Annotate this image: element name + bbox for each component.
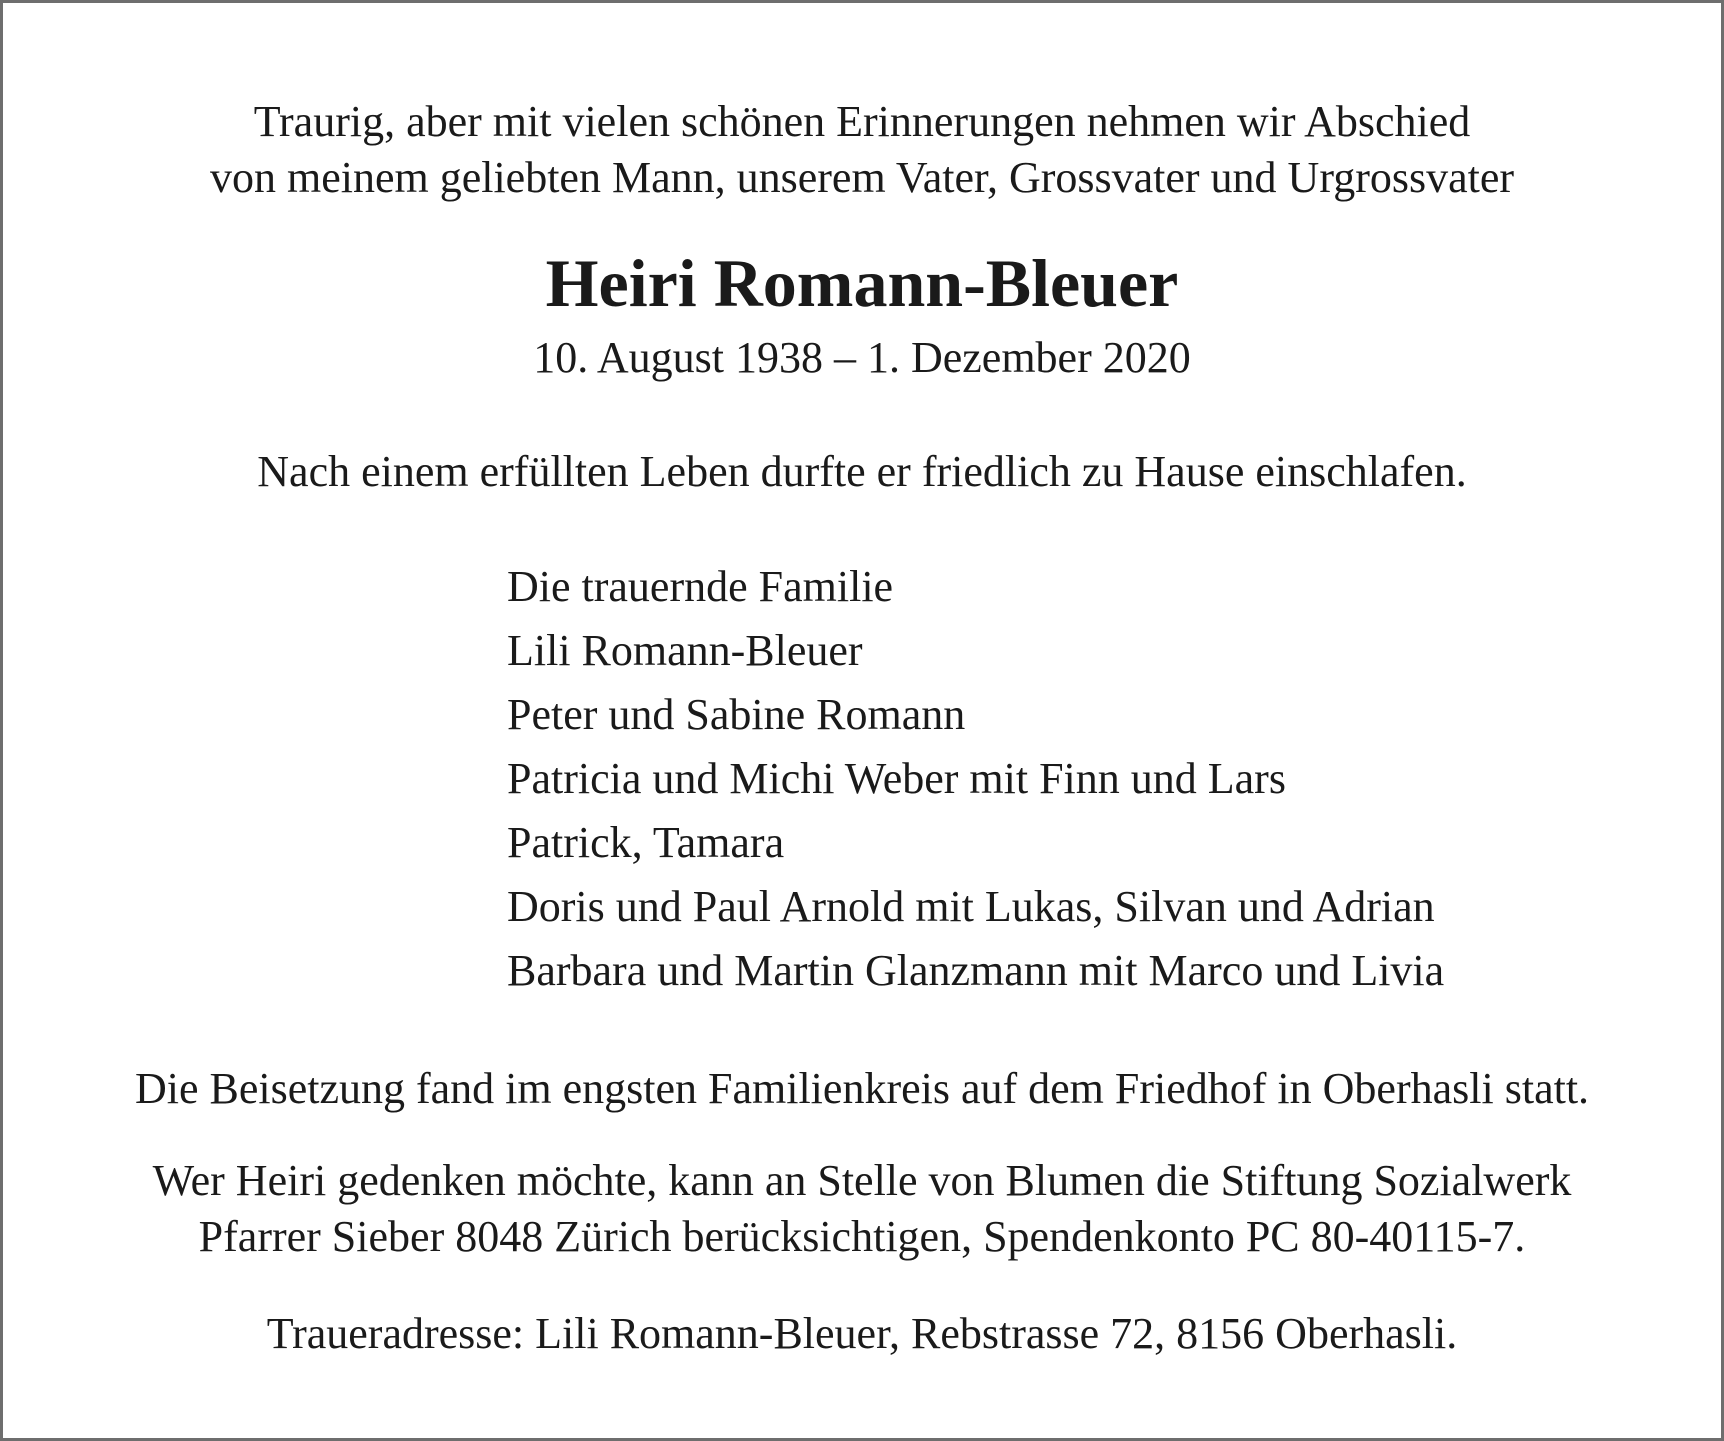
family-member: Lili Romann-Bleuer [507,626,863,675]
mourning-address: Traueradresse: Lili Romann-Bleuer, Rebstrasse 72, 8156 Oberhasli. [266,1309,1458,1358]
deceased-name: Heiri Romann-Bleuer [545,245,1179,321]
intro-line-1: Traurig, aber mit vielen schönen Erinnerungen nehmen wir Abschied [253,97,1471,146]
burial-statement: Die Beisetzung fand im engsten Familienkreis auf dem Friedhof in Oberhasli statt. [134,1064,1590,1113]
donation-line-1: Wer Heiri gedenken möchte, kann an Stelle von Blumen die Stiftung Sozialwerk [152,1156,1572,1205]
family-heading: Die trauernde Familie [507,562,894,611]
donation-line-2: Pfarrer Sieber 8048 Zürich berücksichtigen, Spendenkonto PC 80-40115-7. [198,1212,1526,1261]
family-member: Doris und Paul Arnold mit Lukas, Silvan und Adrian [507,882,1435,931]
peaceful-passing-statement: Nach einem erfüllten Leben durfte er friedlich zu Hause einschlafen. [257,447,1467,496]
intro-line-2: von meinem geliebten Mann, unserem Vater, Grossvater und Urgrossvater [209,153,1515,202]
family-member: Patrick, Tamara [507,818,785,867]
family-list [507,555,1444,1003]
family-member: Patricia und Michi Weber mit Finn und Lars [507,754,1286,803]
obituary-notice [3,3,1721,1438]
family-member: Peter und Sabine Romann [507,690,966,739]
family-member: Barbara und Martin Glanzmann mit Marco und Livia [507,946,1445,995]
life-dates: 10. August 1938 – 1. Dezember 2020 [533,333,1191,382]
